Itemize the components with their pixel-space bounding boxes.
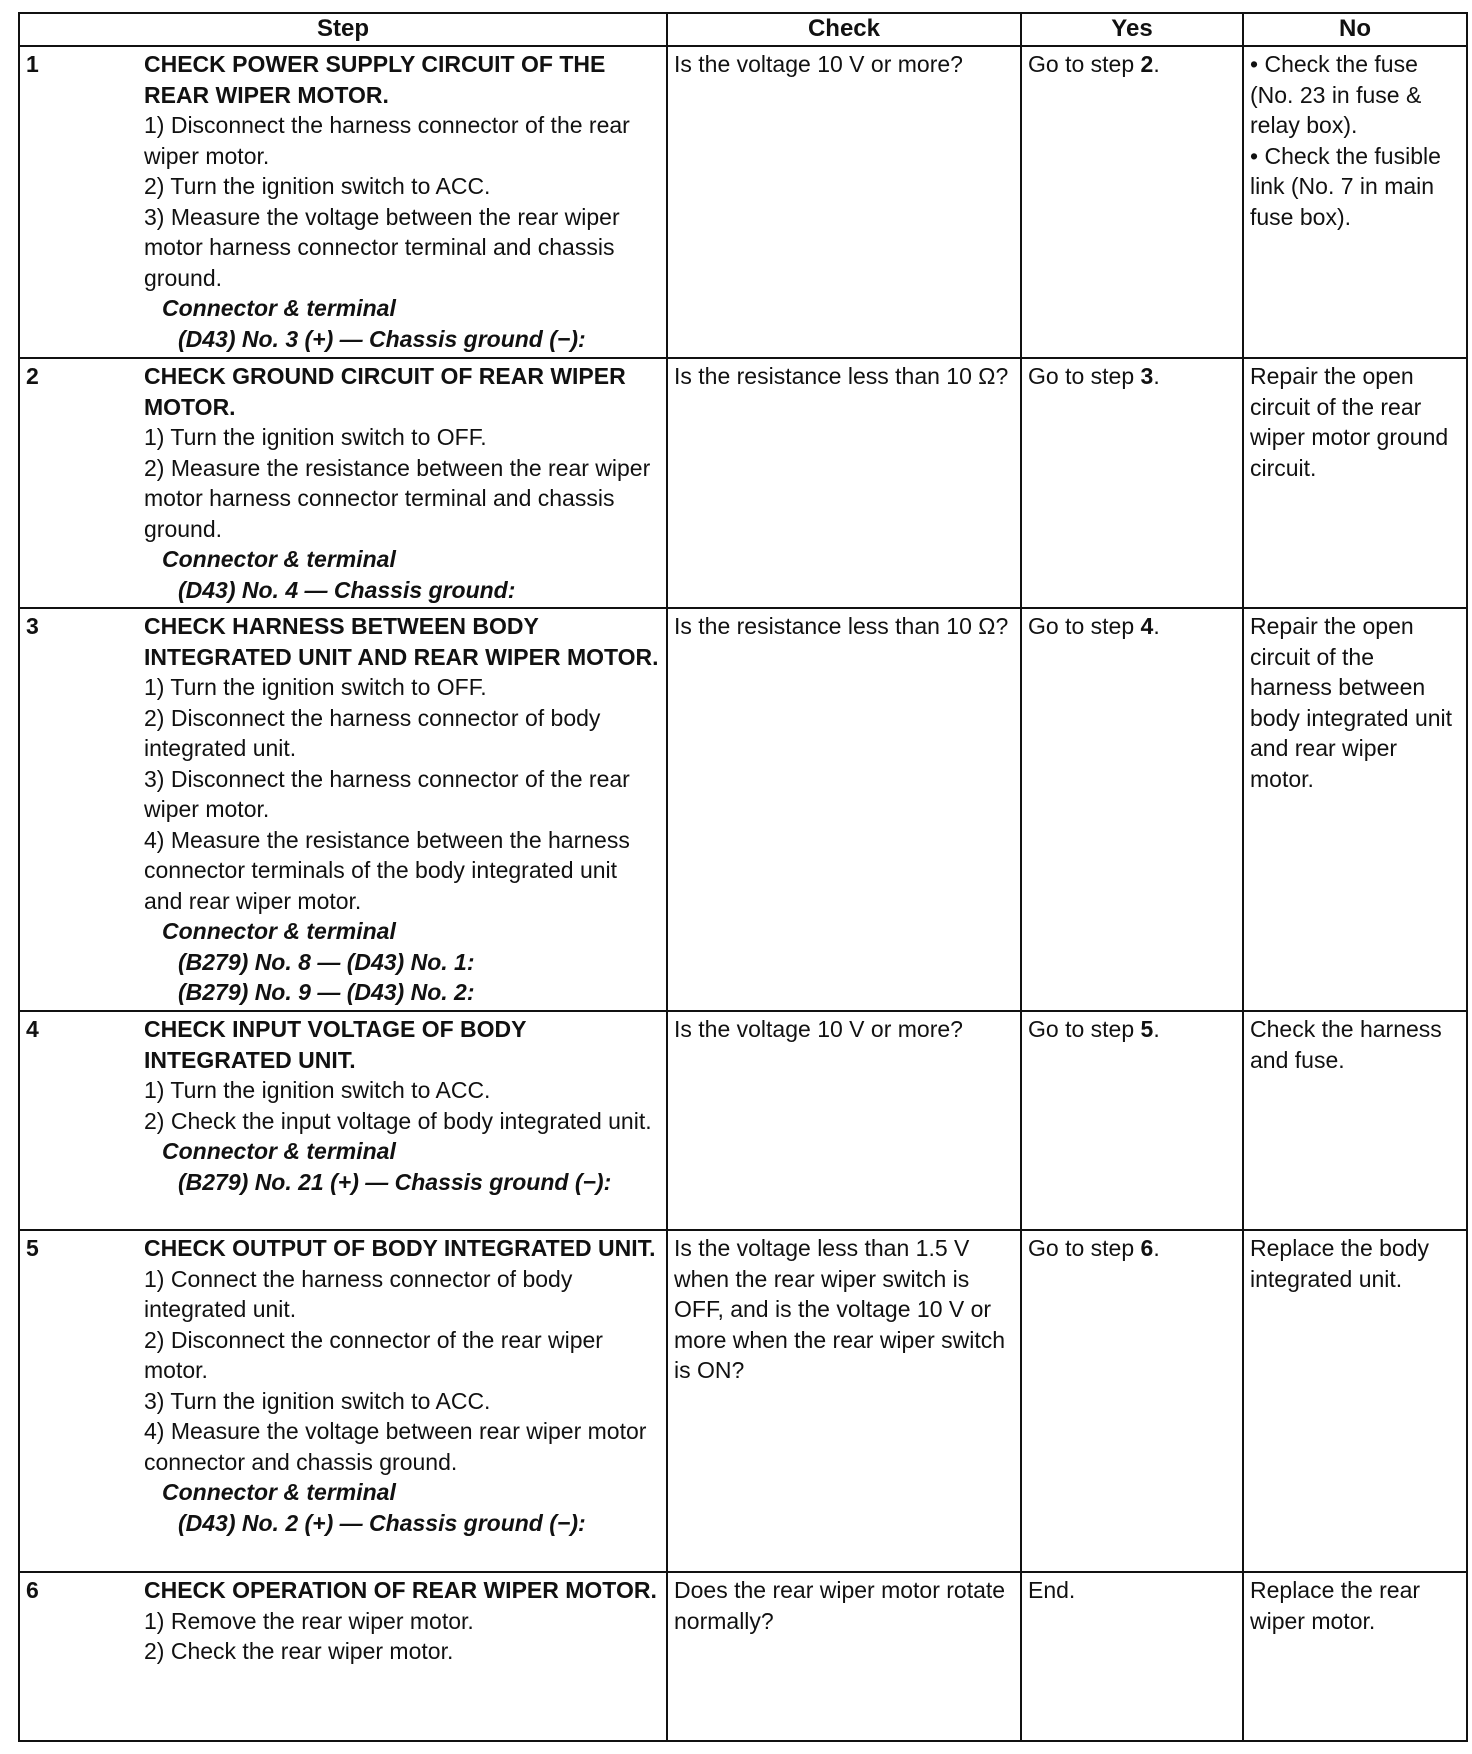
substep: 1) Disconnect the harness connector of the rear wiper motor. [144, 112, 630, 169]
no-cell: Replace the body integrated unit. [1243, 1230, 1467, 1572]
yes-suffix: . [1153, 613, 1160, 639]
substep: 1) Remove the rear wiper motor. [144, 1607, 474, 1634]
yes-cell [1021, 608, 1243, 1011]
yes-suffix: . [1153, 1016, 1160, 1042]
connector-label: Connector & terminal [162, 295, 396, 321]
header-row [19, 13, 1467, 46]
substep: 2) Check the input voltage of body integrated unit. [144, 1107, 652, 1134]
substep: 4) Measure the voltage between rear wiper motor connector and chassis ground. [144, 1418, 647, 1475]
connector-terminal: (B279) No. 8 — (D43) No. 1: [178, 948, 475, 975]
connector-terminal: (D43) No. 2 (+) — Chassis ground (−): [178, 1509, 586, 1536]
step-number: 1 [26, 51, 39, 77]
yes-step-number: 5 [1140, 1016, 1154, 1042]
table-row [19, 1011, 1467, 1230]
check-cell: Is the voltage 10 V or more? [667, 46, 1021, 358]
connector-terminal: (B279) No. 9 — (D43) No. 2: [178, 979, 475, 1005]
substep: 1) Connect the harness connector of body integrated unit. [144, 1265, 573, 1322]
step-title: CHECK INPUT VOLTAGE OF BODY INTEGRATED UNIT. [144, 1016, 527, 1073]
connector-terminal: (B279) No. 21 (+) — Chassis ground (−): [178, 1168, 612, 1195]
connector-label: Connector & terminal [162, 1479, 396, 1505]
step-number: 2 [26, 363, 39, 389]
header-check: Check [667, 13, 1021, 46]
substep: 2) Disconnect the connector of the rear wiper motor. [144, 1326, 603, 1383]
yes-step-number: 4 [1140, 613, 1154, 639]
substep: 1) Turn the ignition switch to OFF. [144, 674, 487, 700]
yes-cell: End. [1021, 1572, 1243, 1741]
yes-cell [1021, 1230, 1243, 1572]
step-cell [19, 1011, 667, 1230]
step-cell [19, 1230, 667, 1572]
substep: 3) Disconnect the harness connector of the rear wiper motor. [144, 765, 630, 822]
check-cell: Is the resistance less than 10 Ω? [667, 608, 1021, 1011]
yes-prefix: Go to step [1028, 613, 1141, 639]
step-cell [19, 1572, 667, 1741]
table-row [19, 358, 1467, 608]
step-title: CHECK GROUND CIRCUIT OF REAR WIPER MOTOR. [144, 363, 626, 420]
table-row [19, 1572, 1467, 1741]
step-cell [19, 46, 667, 358]
table-row [19, 608, 1467, 1011]
substep: 4) Measure the resistance between the harness connector terminals of the body integrated unit and rear wiper motor. [144, 826, 630, 914]
substep: 3) Turn the ignition switch to ACC. [144, 1387, 491, 1414]
check-cell: Does the rear wiper motor rotate normally? [667, 1572, 1021, 1741]
no-bullet: • Check the fusible link (No. 7 in main fuse box). [1250, 141, 1460, 233]
yes-prefix: Go to step [1028, 363, 1141, 389]
no-cell: Check the harness and fuse. [1243, 1011, 1467, 1230]
step-number: 6 [26, 1577, 39, 1603]
yes-step-number: 6 [1140, 1235, 1154, 1261]
check-cell: Is the voltage 10 V or more? [667, 1011, 1021, 1230]
check-cell: Is the voltage less than 1.5 V when the rear wiper switch is OFF, and is the voltage 10 V or more when the rear wiper switch is ON? [667, 1230, 1021, 1572]
substep: 1) Turn the ignition switch to ACC. [144, 1077, 491, 1103]
substep: 2) Measure the resistance between the rear wiper motor harness connector terminal and chassis ground. [144, 454, 651, 542]
no-cell: Repair the open circuit of the harness between body integrated unit and rear wiper motor. [1243, 608, 1467, 1011]
yes-step-number: 2 [1140, 51, 1154, 77]
yes-cell [1021, 1011, 1243, 1230]
connector-terminal: (D43) No. 4 — Chassis ground: [178, 576, 516, 603]
yes-suffix: . [1153, 1235, 1160, 1261]
check-cell: Is the resistance less than 10 Ω? [667, 358, 1021, 608]
step-number: 4 [26, 1016, 39, 1042]
diagnostic-table [18, 12, 1468, 1742]
no-cell: Replace the rear wiper motor. [1243, 1572, 1467, 1741]
step-cell [19, 358, 667, 608]
yes-prefix: Go to step [1028, 1016, 1141, 1042]
connector-label: Connector & terminal [162, 918, 396, 944]
step-title: CHECK HARNESS BETWEEN BODY INTEGRATED UNIT AND REAR WIPER MOTOR. [144, 613, 659, 670]
yes-prefix: Go to step [1028, 1235, 1141, 1261]
step-number: 3 [26, 613, 39, 639]
no-cell: Repair the open circuit of the rear wiper motor ground circuit. [1243, 358, 1467, 608]
header-step: Step [19, 13, 667, 46]
table-row [19, 46, 1467, 358]
substep: 1) Turn the ignition switch to OFF. [144, 424, 487, 450]
substep: 2) Check the rear wiper motor. [144, 1638, 454, 1664]
yes-cell [1021, 46, 1243, 358]
header-no: No [1243, 13, 1467, 46]
step-number: 5 [26, 1235, 39, 1261]
substep: 3) Measure the voltage between the rear wiper motor harness connector terminal and chassis ground. [144, 203, 620, 291]
step-title: CHECK POWER SUPPLY CIRCUIT OF THE REAR WIPER MOTOR. [144, 51, 606, 108]
substep: 2) Disconnect the harness connector of body integrated unit. [144, 704, 601, 761]
table-row [19, 1230, 1467, 1572]
yes-step-number: 3 [1140, 363, 1154, 389]
step-title: CHECK OUTPUT OF BODY INTEGRATED UNIT. [144, 1235, 656, 1261]
connector-terminal: (D43) No. 3 (+) — Chassis ground (−): [178, 325, 586, 352]
connector-label: Connector & terminal [162, 546, 396, 572]
step-title: CHECK OPERATION OF REAR WIPER MOTOR. [144, 1577, 657, 1603]
header-yes: Yes [1021, 13, 1243, 46]
yes-prefix: Go to step [1028, 51, 1141, 77]
yes-cell [1021, 358, 1243, 608]
step-cell [19, 608, 667, 1011]
no-cell [1243, 46, 1467, 358]
no-bullet: • Check the fuse (No. 23 in fuse & relay box). [1250, 49, 1460, 141]
connector-label: Connector & terminal [162, 1138, 396, 1164]
substep: 2) Turn the ignition switch to ACC. [144, 173, 491, 199]
yes-suffix: . [1153, 363, 1160, 389]
yes-suffix: . [1153, 51, 1160, 77]
